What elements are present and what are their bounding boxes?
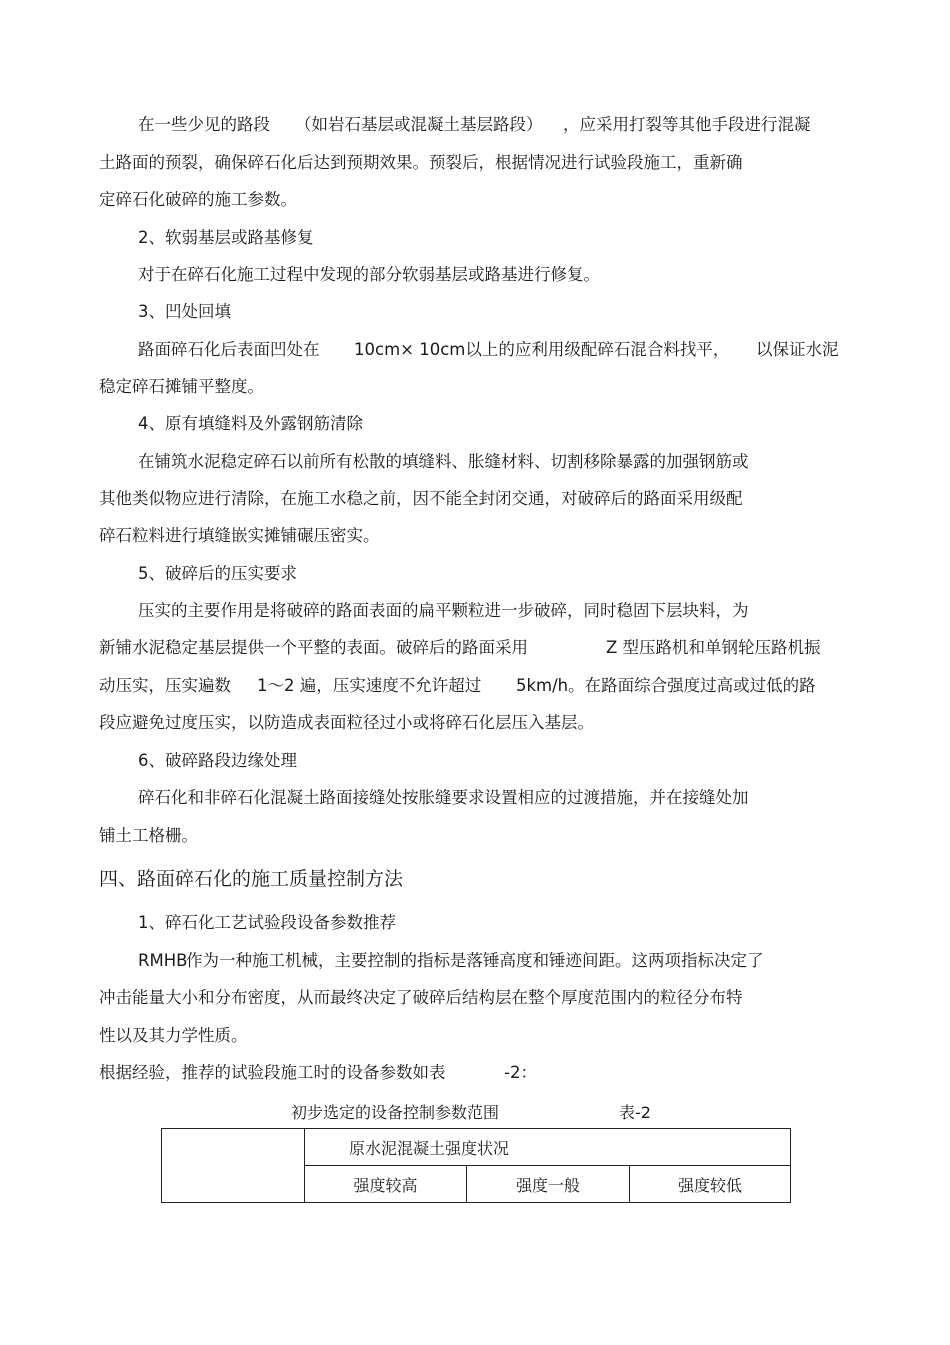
table-caption: 初步选定的设备控制参数范围: [291, 1103, 500, 1122]
text-segment: 其他类似物应进行清除，在施工水稳之前，因不能全封闭交通，对破碎后的路面采用级配: [99, 489, 743, 508]
text-segment: 碎石粒料进行填缝嵌实摊铺碾压密实。: [99, 526, 380, 545]
table-header-cell: 强度较低: [630, 1166, 791, 1203]
text-segment: 冲击能量大小和分布密度，从而最终决定了破碎后结构层在整个厚度范围内的粒径分布特: [99, 988, 743, 1007]
text-segment: 铺土工格栅。: [99, 826, 198, 845]
text-segment: 土路面的预裂，确保碎石化后达到预期效果。预裂后，根据情况进行试验段施工，重新确: [99, 153, 743, 172]
text-segment: 性以及其力学性质。: [99, 1026, 248, 1045]
text-segment: 3、凹处回填: [138, 302, 231, 321]
text-segment: -2：: [504, 1063, 537, 1082]
text-segment: 段应避免过度压实，以防造成表面粒径过小或将碎石化层压入基层。: [99, 713, 594, 732]
text-segment: RMHB: [138, 951, 188, 970]
table-number: 表-2: [619, 1103, 651, 1122]
text-segment: 5km/h。在路面综合强度过高或过低的路: [516, 676, 816, 695]
text-segment: ，应采用打裂等其他手段进行混凝: [563, 115, 811, 134]
text-segment: 4、原有填缝料及外露钢筋清除: [138, 414, 363, 433]
text-segment: 路面碎石化后表面凹处在: [138, 340, 320, 359]
text-segment: 碎石化和非碎石化混凝土路面接缝处按胀缝要求设置相应的过渡措施，并在接缝处加: [138, 788, 749, 807]
text-segment: 2、软弱基层或路基修复: [138, 228, 314, 247]
table-header-cell: 强度较高: [305, 1166, 467, 1203]
text-segment: 1、碎石化工艺试验段设备参数推荐: [138, 913, 396, 932]
text-segment: 以保证水泥: [756, 340, 839, 359]
text-segment: 新铺水泥稳定基层提供一个平整的表面。破碎后的路面采用: [99, 638, 528, 657]
text-segment: 10cm× 10cm以上的应利用级配碎石混合料找平，: [354, 340, 730, 359]
text-segment: 根据经验，推荐的试验段施工时的设备参数如表: [99, 1063, 446, 1082]
parameter-table: [161, 1128, 791, 1203]
text-segment: 在铺筑水泥稳定碎石以前所有松散的填缝料、胀缝材料、切割移除暴露的加强钢筋或: [138, 452, 749, 471]
table-row: [162, 1129, 791, 1166]
text-segment: 6、破碎路段边缘处理: [138, 751, 297, 770]
table-cell-empty: [162, 1129, 305, 1203]
text-segment: 定碎石化破碎的施工参数。: [99, 190, 297, 209]
table-header-cell: 强度一般: [467, 1166, 630, 1203]
text-segment: 动压实，压实遍数: [99, 676, 231, 695]
text-segment: Z 型压路机和单钢轮压路机振: [606, 638, 821, 657]
text-segment: 作为一种施工机械，主要控制的指标是落锤高度和锤迹间距。这两项指标决定了: [186, 951, 764, 970]
text-segment: 5、破碎后的压实要求: [138, 564, 297, 583]
table-group-header: 原水泥混凝土强度状况: [305, 1129, 791, 1166]
text-segment: 稳定碎石摊铺平整度。: [99, 377, 264, 396]
text-segment: 四、路面碎石化的施工质量控制方法: [99, 868, 404, 890]
text-segment: 压实的主要作用是将破碎的路面表面的扁平颗粒进一步破碎，同时稳固下层块料，为: [138, 601, 749, 620]
text-segment: 对于在碎石化施工过程中发现的部分软弱基层或路基进行修复。: [138, 265, 600, 284]
text-segment: （如岩石基层或混凝土基层路段）: [295, 115, 543, 134]
text-segment: 1～2 遍，压实速度不允许超过: [257, 676, 482, 695]
text-segment: 在一些少见的路段: [138, 115, 270, 134]
